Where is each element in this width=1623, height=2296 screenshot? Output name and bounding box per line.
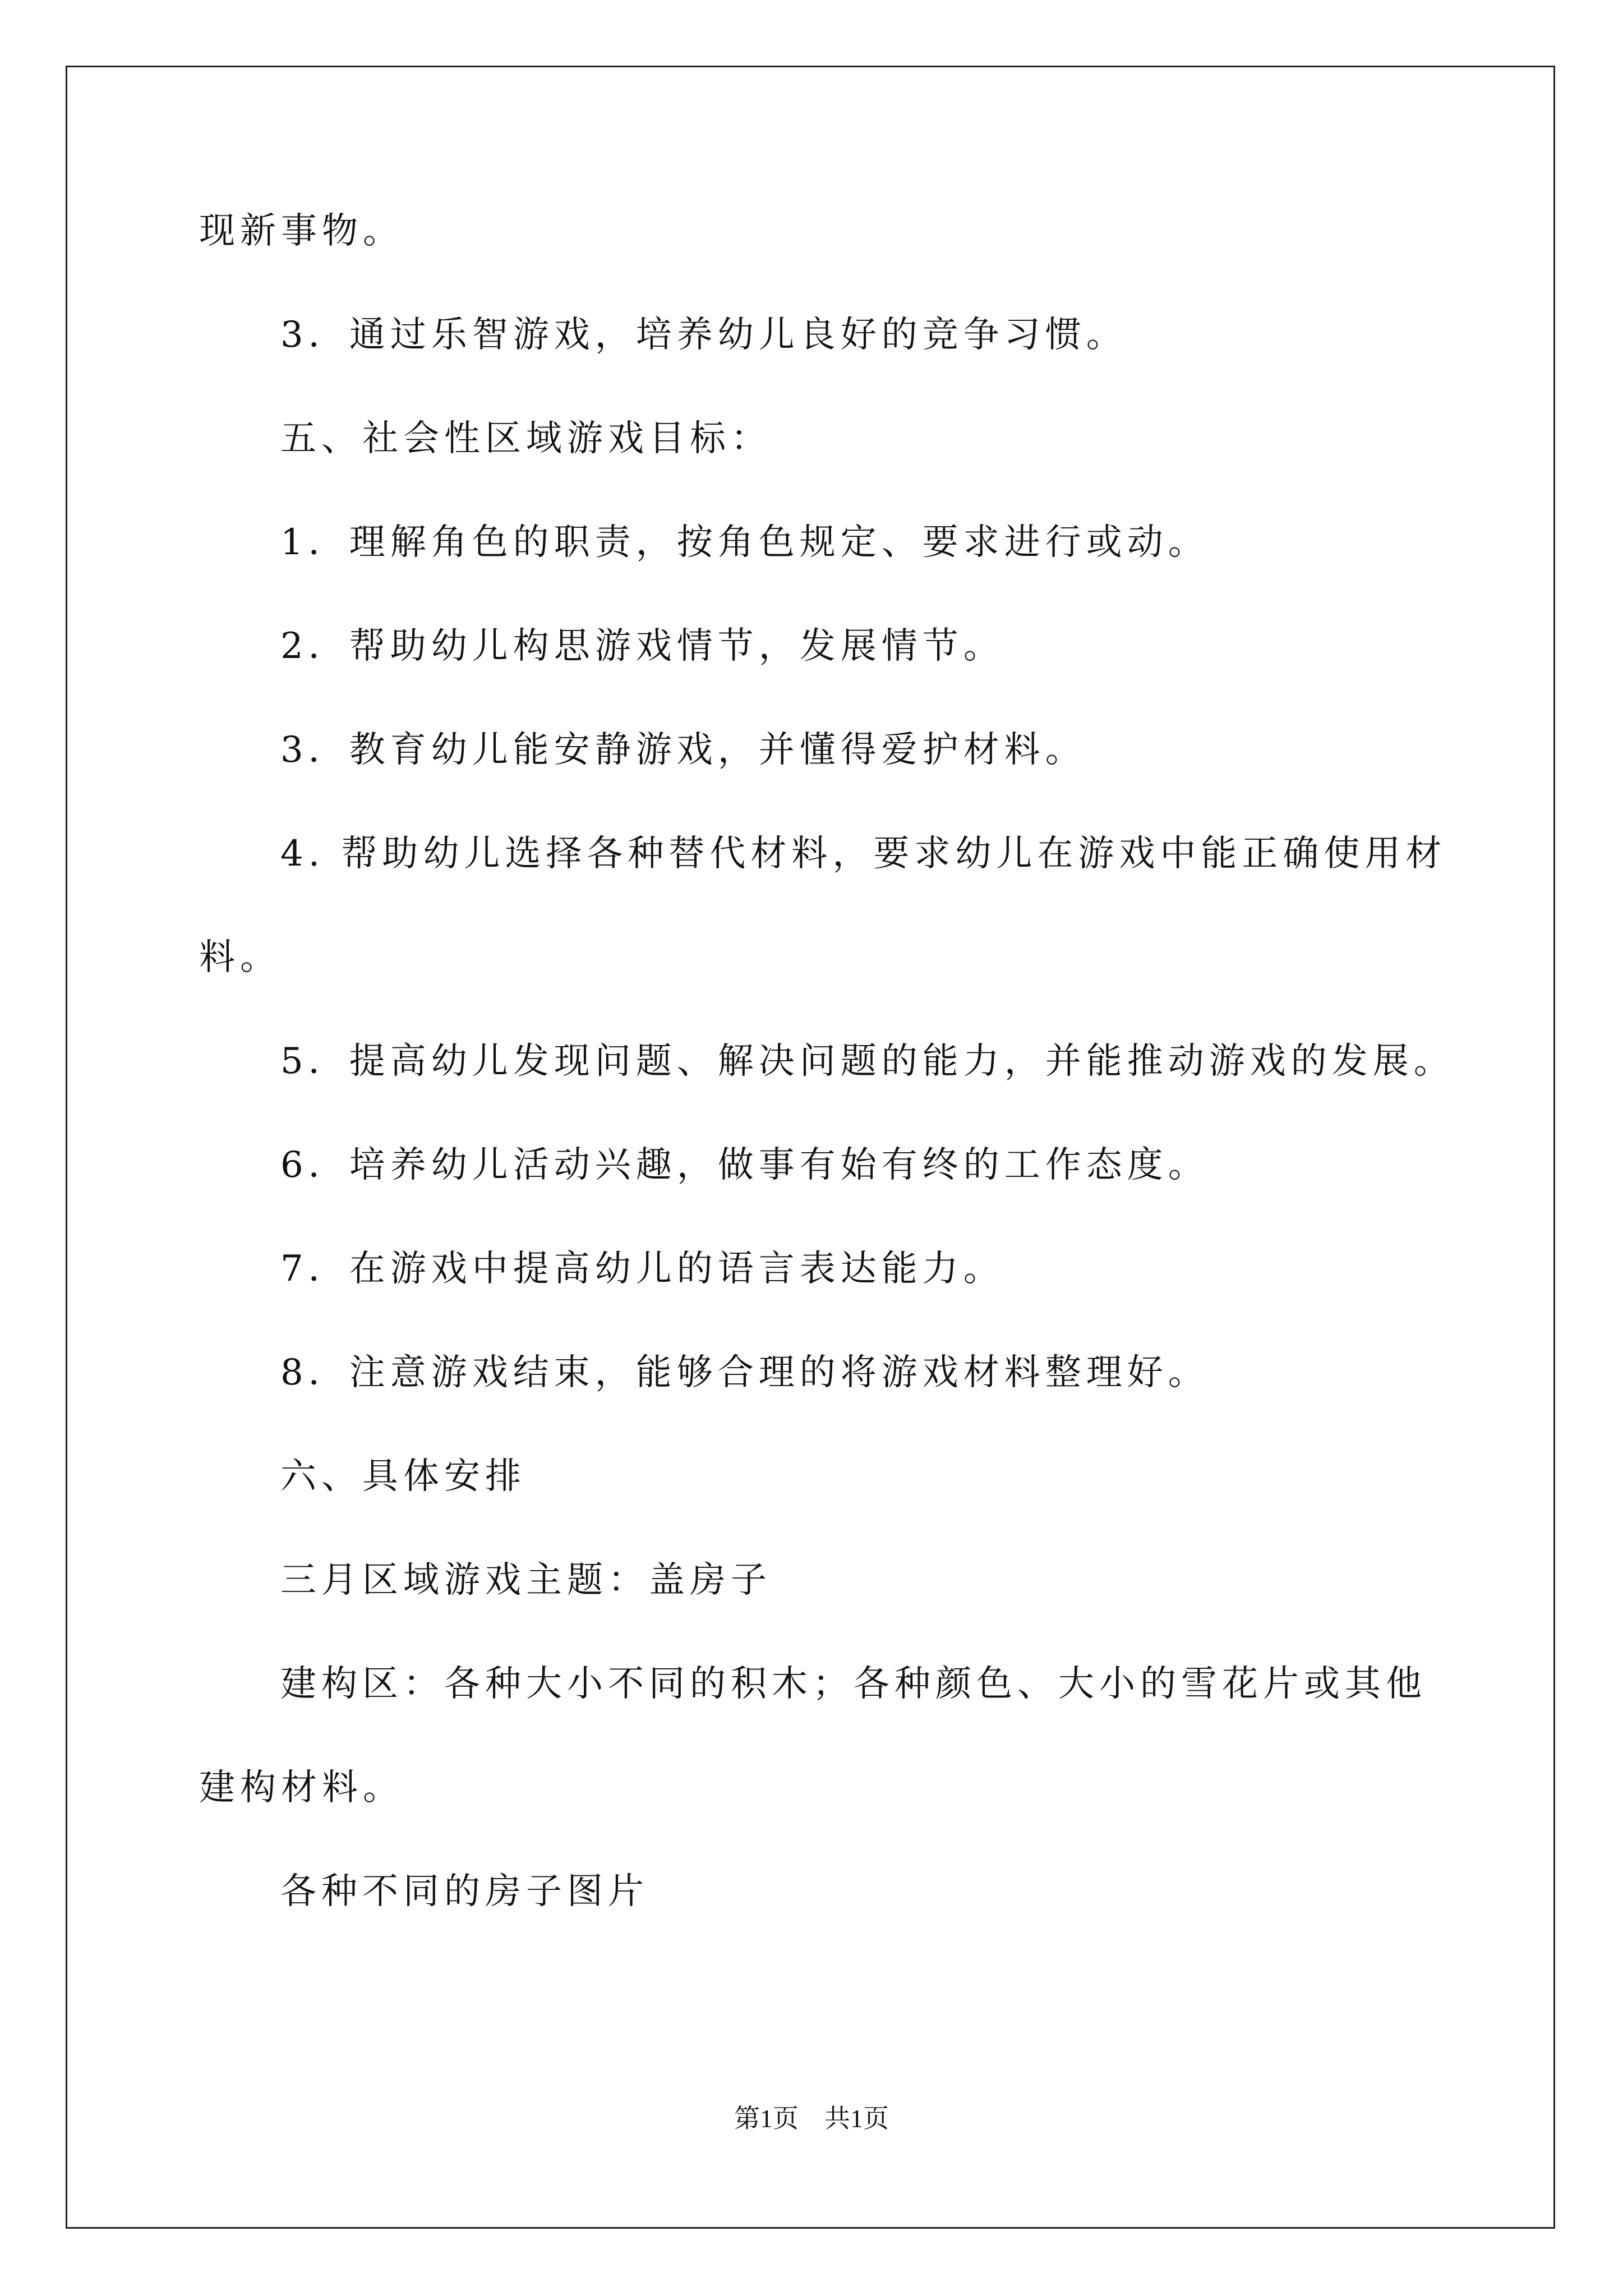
paragraph: 现新事物。 [199,210,404,252]
paragraph: 6．培养幼儿活动兴趣，做事有始有终的工作态度。 [280,1144,1209,1186]
paragraph: 3．教育幼儿能安静游戏，并懂得爱护材料。 [280,729,1086,771]
paragraph: 7．在游戏中提高幼儿的语言表达能力。 [280,1248,1004,1290]
paragraph: 4. 帮助幼儿选择各种替代材料，要求幼儿在游戏中能正确使用材 [280,833,1447,875]
paragraph: 8．注意游戏结束，能够合理的将游戏材料整理好。 [280,1352,1209,1393]
section-heading: 五、社会性区域游戏目标： [280,418,772,459]
paragraph: 3．通过乐智游戏，培养幼儿良好的竞争习惯。 [280,314,1127,356]
paragraph: 料。 [199,937,281,978]
paragraph: 1．理解角色的职责，按角色规定、要求进行或动。 [280,522,1209,563]
paragraph: 建构材料。 [199,1767,404,1809]
paragraph: 2．帮助幼儿构思游戏情节，发展情节。 [280,625,1004,667]
paragraph: 建构区：各种大小不同的积木；各种颜色、大小的雪花片或其他 [280,1663,1427,1705]
paragraph: 三月区域游戏主题：盖房子 [280,1559,772,1601]
paragraph: 5．提高幼儿发现问题、解决问题的能力，并能推动游戏的发展。 [280,1041,1455,1082]
paragraph: 各种不同的房子图片 [280,1871,649,1912]
section-heading: 六、具体安排 [280,1456,526,1497]
page-number-footer: 第1页 共1页 [734,2104,889,2133]
